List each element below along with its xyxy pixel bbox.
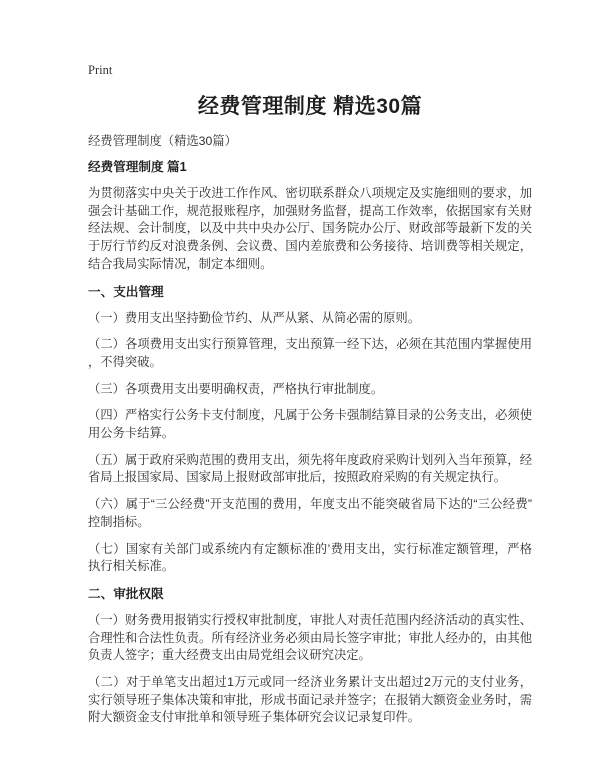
list-item-1-2: （二）各项费用支出实行预算管理，支出预算一经下达，必须在其范围内掌握使用，不得突破。 xyxy=(88,337,532,369)
list-item-1-4: （四）严格实行公务卡支付制度，凡属于公务卡强制结算目录的公务支出，必须使用公务卡结算。 xyxy=(88,408,532,441)
list-item-1-1: （一）费用支出坚持勤俭节约、从严从紧、从简必需的原则。 xyxy=(88,310,421,325)
list-item-1-7: （七）国家有关部门或系统内有定额标准的’费用支出，实行标准定额管理，严格执行相关标准。 xyxy=(88,541,532,574)
list-item-1-3: （三）各项费用支出要明确权责，严格执行审批制度。 xyxy=(88,381,384,396)
page-subtitle: 经费管理制度（精选30篇） xyxy=(88,134,237,148)
section-heading-expenditure: 一、支出管理 xyxy=(88,284,164,299)
list-item-1-5: （五）属于政府采购范围的费用支出，须先将年度政府采购计划列入当年预算，经省局上报国家局、国家局上报财政部审批后，按照政府采购的有关规定执行。 xyxy=(88,452,532,485)
page-title: 经费管理制度 精选30篇 xyxy=(197,95,423,118)
print-link[interactable]: Print xyxy=(88,63,113,77)
list-item-2-2: （二）对于单笔支出超过1万元或同一经济业务累计支出超过2万元的支付业务，实行领导班子集体决策和审批，形成书面记录并签字；在报销大额资金业务时，需附大额资金支付审批单和领导班子集体研究会议记录复印件。 xyxy=(88,675,532,725)
document-content xyxy=(88,0,532,727)
intro-paragraph: 为贯彻落实中央关于改进工作作风、密切联系群众八项规定及实施细则的要求，加强会计基础工作，规范报账程序，加强财务监督，提高工作效率，依据国家有关财经法规、会计制度，以及中共中央办公厅、国务院办公厅、财政部等最新下发的关于厉行节约反对浪费条例、会议费、国内差旅费和公务接待、培训费等相关规定，结合我局实际情况，制定本细则。 xyxy=(88,186,532,271)
list-item-2-1: （一）财务费用报销实行授权审批制度，审批人对责任范围内经济活动的真实性、合理性和合法性负责。所有经济业务必须由局长签字审批；审批人经办的，由其他负责人签字；重大经费支出由局党组会议研究决定。 xyxy=(88,612,532,663)
article-heading-1: 经费管理制度 篇1 xyxy=(88,160,187,174)
list-item-1-6: （六）属于“三公经费”开支范围的费用，年度支出不能突破省局下达的“三公经费”控制指标。 xyxy=(88,497,532,529)
section-heading-approval: 二、审批权限 xyxy=(88,586,164,601)
